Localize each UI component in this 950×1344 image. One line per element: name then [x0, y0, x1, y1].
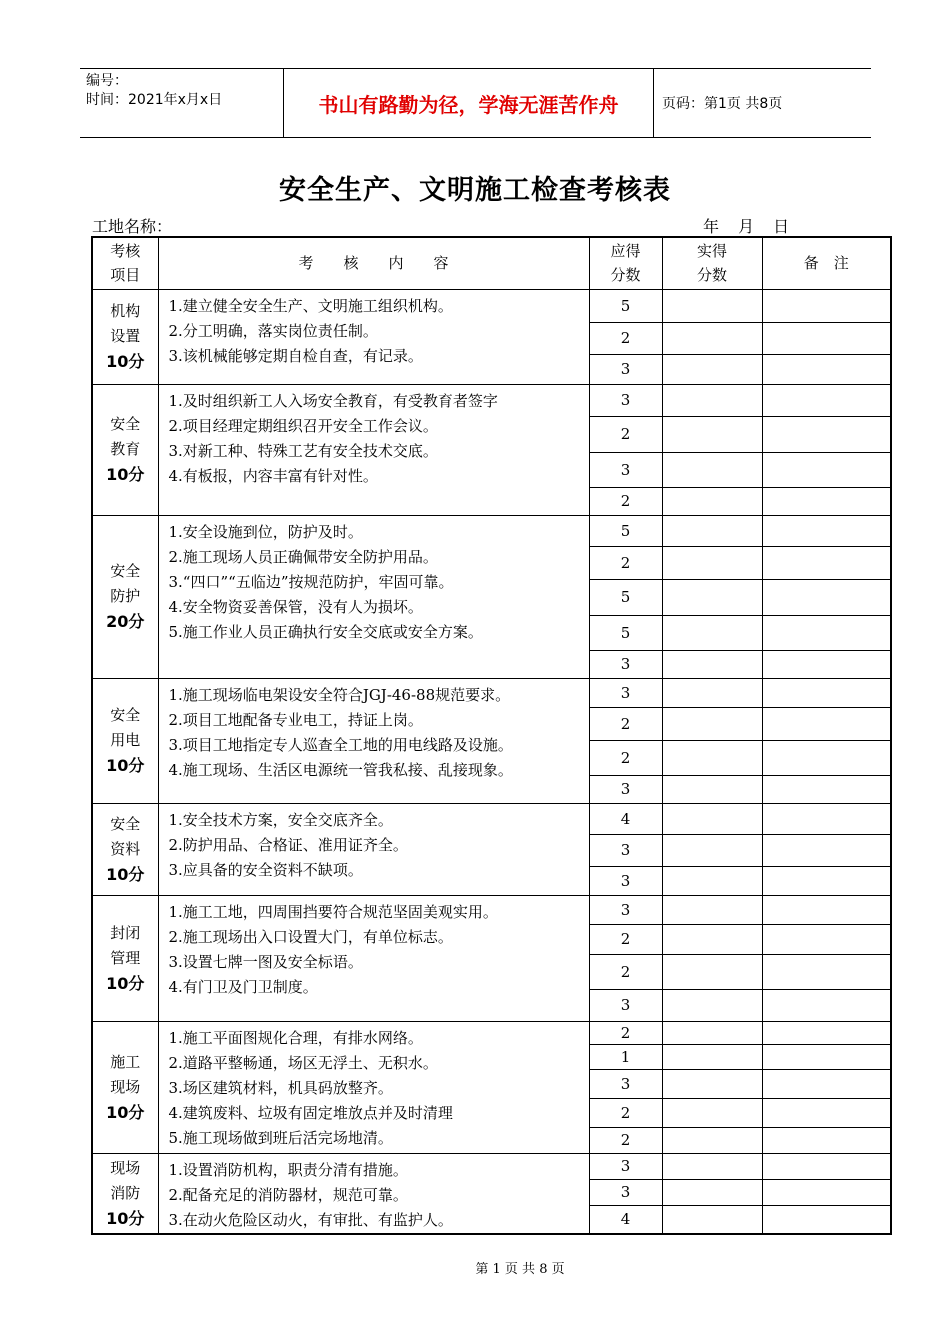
criteria-cell: [158, 678, 589, 803]
criteria-item: 1.建立健全安全生产、文明施工组织机构。: [168, 296, 453, 315]
col-header-item: [92, 237, 158, 289]
category-name-line1: 施工: [110, 1052, 141, 1071]
actual-score-cell[interactable]: [662, 678, 762, 707]
criteria-item: 1.及时组织新工人入场安全教育，有受教育者签字: [168, 391, 498, 410]
remark-cell[interactable]: [762, 515, 891, 546]
due-score-cell: 5: [589, 615, 662, 650]
criteria-item: 2.分工明确，落实岗位责任制。: [168, 321, 378, 340]
remark-cell[interactable]: [762, 1179, 891, 1205]
col-header-due-score: [589, 237, 662, 289]
actual-score-cell[interactable]: [662, 1179, 762, 1205]
due-score-cell: 5: [589, 289, 662, 322]
remark-cell[interactable]: [762, 289, 891, 322]
category-cell: [92, 1153, 158, 1234]
actual-score-cell[interactable]: [662, 954, 762, 989]
criteria-item: 3.该机械能够定期自检自查，有记录。: [168, 346, 423, 365]
table-row: [92, 1021, 891, 1044]
due-score-cell: 2: [589, 487, 662, 515]
category-cell: [92, 895, 158, 1021]
col-header-due-line1: 应得: [610, 242, 641, 261]
category-name-line1: 安全: [110, 562, 141, 580]
actual-score-cell[interactable]: [662, 487, 762, 515]
criteria-item: 1.施工工地，四周围挡要符合规范坚固美观实用。: [168, 902, 498, 921]
criteria-cell: [158, 515, 589, 678]
remark-cell[interactable]: [762, 650, 891, 678]
document-title: 安全生产、文明施工检查考核表: [279, 175, 671, 206]
col-header-actual-score: [662, 237, 762, 289]
remark-cell[interactable]: [762, 834, 891, 866]
due-score-cell: 3: [589, 1179, 662, 1205]
due-score-cell: 4: [589, 1205, 662, 1233]
actual-score-cell[interactable]: [662, 289, 762, 322]
category-name-line1: 安全: [110, 814, 141, 833]
criteria-item: 1.安全技术方案，安全交底齐全。: [168, 810, 393, 829]
criteria-cell: [158, 1153, 589, 1234]
actual-score-cell[interactable]: [662, 1098, 762, 1127]
actual-score-cell[interactable]: [662, 1044, 762, 1069]
table-row: [92, 895, 891, 924]
actual-score-cell[interactable]: [662, 1069, 762, 1098]
table-row: [92, 803, 891, 834]
category-name-line1: 安全: [110, 706, 141, 724]
due-score-cell: 4: [589, 803, 662, 834]
criteria-item: 3.设置七牌一图及安全标语。: [168, 952, 363, 971]
actual-score-cell[interactable]: [662, 775, 762, 803]
category-name-line2: 管理: [110, 948, 141, 967]
actual-score-cell[interactable]: [662, 546, 762, 579]
actual-score-cell[interactable]: [662, 1021, 762, 1044]
due-score-cell: 2: [589, 924, 662, 954]
table-header-row: [92, 237, 891, 289]
table-row: [92, 1153, 891, 1179]
actual-score-cell[interactable]: [662, 416, 762, 452]
criteria-item: 2.项目经理定期组织召开安全工作会议。: [168, 416, 438, 435]
category-points: 10分: [106, 352, 145, 371]
table-row: [92, 515, 891, 546]
remark-cell[interactable]: [762, 1098, 891, 1127]
category-name-line1: 机构: [110, 302, 141, 320]
category-name-line2: 教育: [110, 440, 141, 458]
actual-score-cell[interactable]: [662, 515, 762, 546]
criteria-cell: [158, 384, 589, 515]
remark-cell[interactable]: [762, 487, 891, 515]
col-header-content: 考 核 内 容: [158, 237, 589, 289]
actual-score-cell[interactable]: [662, 895, 762, 924]
remark-cell[interactable]: [762, 707, 891, 740]
criteria-item: 3.项目工地指定专人巡查全工地的用电线路及设施。: [168, 735, 513, 754]
remark-cell[interactable]: [762, 1127, 891, 1153]
category-name-line1: 安全: [110, 415, 141, 433]
category-name-line1: 现场: [110, 1158, 141, 1177]
category-name-line1: 封闭: [110, 923, 141, 942]
due-score-cell: 3: [589, 452, 662, 487]
category-points: 10分: [106, 756, 145, 775]
criteria-item: 4.建筑废料、垃圾有固定堆放点并及时清理: [168, 1103, 453, 1122]
actual-score-cell[interactable]: [662, 707, 762, 740]
actual-score-cell[interactable]: [662, 354, 762, 384]
actual-score-cell[interactable]: [662, 989, 762, 1021]
table-row: [92, 289, 891, 322]
inspection-table: [91, 236, 892, 1235]
page-header: [80, 68, 871, 138]
due-score-cell: 2: [589, 954, 662, 989]
actual-score-cell[interactable]: [662, 322, 762, 354]
due-score-cell: 3: [589, 1153, 662, 1179]
actual-score-cell[interactable]: [662, 866, 762, 895]
header-slogan: 书山有路勤为径，学海无涯苦作舟: [283, 69, 654, 137]
remark-cell[interactable]: [762, 1069, 891, 1098]
due-score-cell: 3: [589, 866, 662, 895]
remark-cell[interactable]: [762, 775, 891, 803]
remark-cell[interactable]: [762, 384, 891, 416]
category-name-line2: 防护: [110, 587, 141, 605]
actual-score-cell[interactable]: [662, 452, 762, 487]
actual-score-cell[interactable]: [662, 740, 762, 775]
criteria-item: 3.在动火危险区动火，有审批、有监护人。: [168, 1210, 453, 1229]
remark-cell[interactable]: [762, 740, 891, 775]
criteria-item: 5.施工现场做到班后活完场地清。: [168, 1128, 393, 1147]
category-name-line2: 用电: [110, 731, 141, 749]
due-score-cell: 2: [589, 1021, 662, 1044]
header-page-info: 页码：第1页 共8页: [662, 96, 783, 112]
category-cell: [92, 384, 158, 515]
criteria-item: 2.项目工地配备专业电工，持证上岗。: [168, 710, 423, 729]
due-score-cell: 2: [589, 416, 662, 452]
criteria-item: 4.有板报，内容丰富有针对性。: [168, 466, 378, 485]
remark-cell[interactable]: [762, 579, 891, 615]
category-name-line2: 消防: [110, 1183, 141, 1202]
criteria-item: 2.道路平整畅通，场区无浮土、无积水。: [168, 1053, 438, 1072]
actual-score-cell[interactable]: [662, 924, 762, 954]
due-score-cell: 3: [589, 1069, 662, 1098]
col-header-due-line2: 分数: [610, 266, 641, 285]
actual-score-cell[interactable]: [662, 1127, 762, 1153]
header-meta: [80, 69, 280, 137]
category-name-line2: 设置: [110, 327, 141, 345]
category-points: 10分: [106, 465, 145, 484]
actual-score-cell[interactable]: [662, 803, 762, 834]
criteria-cell: [158, 895, 589, 1021]
table-row: [92, 384, 891, 416]
remark-cell[interactable]: [762, 452, 891, 487]
due-score-cell: 5: [589, 515, 662, 546]
criteria-item: 1.安全设施到位，防护及时。: [168, 522, 363, 541]
remark-cell[interactable]: [762, 895, 891, 924]
remark-cell[interactable]: [762, 546, 891, 579]
criteria-item: 2.施工现场人员正确佩带安全防护用品。: [168, 547, 438, 566]
category-points: 10分: [106, 864, 145, 884]
due-score-cell: 3: [589, 895, 662, 924]
category-points: 10分: [106, 1102, 145, 1122]
criteria-item: 2.施工现场出入口设置大门，有单位标志。: [168, 927, 453, 946]
category-cell: [92, 1021, 158, 1153]
remark-cell[interactable]: [762, 989, 891, 1021]
criteria-item: 4.有门卫及门卫制度。: [168, 977, 318, 996]
due-score-cell: 3: [589, 354, 662, 384]
category-points: 10分: [106, 973, 145, 993]
due-score-cell: 3: [589, 989, 662, 1021]
due-score-cell: 2: [589, 707, 662, 740]
criteria-item: 5.施工作业人员正确执行安全交底或安全方案。: [168, 622, 483, 641]
remark-cell[interactable]: [762, 322, 891, 354]
col-header-item-line1: 考核: [110, 242, 141, 261]
remark-cell[interactable]: [762, 866, 891, 895]
category-name-line2: 资料: [110, 839, 141, 858]
remark-cell[interactable]: [762, 354, 891, 384]
category-cell: [92, 515, 158, 678]
col-header-remark: 备 注: [762, 237, 891, 289]
due-score-cell: 2: [589, 1127, 662, 1153]
page-footer: 第 1 页 共 8 页: [475, 1262, 565, 1277]
remark-cell[interactable]: [762, 954, 891, 989]
criteria-item: 3.场区建筑材料，机具码放整齐。: [168, 1078, 393, 1097]
actual-score-cell[interactable]: [662, 650, 762, 678]
criteria-cell: [158, 803, 589, 895]
remark-cell[interactable]: [762, 924, 891, 954]
category-name-line2: 现场: [110, 1077, 141, 1096]
due-score-cell: 3: [589, 834, 662, 866]
criteria-item: 3.“四口”“五临边”按规范防护，牢固可靠。: [168, 572, 454, 591]
time-label: 时间：2021年x月x日: [86, 92, 223, 108]
date-label: 年 月 日: [703, 217, 790, 236]
site-name-label: 工地名称：: [92, 217, 173, 236]
criteria-cell: [158, 1021, 589, 1153]
category-cell: [92, 803, 158, 895]
due-score-cell: 3: [589, 650, 662, 678]
due-score-cell: 2: [589, 740, 662, 775]
due-score-cell: 2: [589, 322, 662, 354]
due-score-cell: 3: [589, 678, 662, 707]
remark-cell[interactable]: [762, 1153, 891, 1179]
remark-cell[interactable]: [762, 416, 891, 452]
category-cell: [92, 289, 158, 384]
actual-score-cell[interactable]: [662, 384, 762, 416]
actual-score-cell[interactable]: [662, 1205, 762, 1233]
actual-score-cell[interactable]: [662, 834, 762, 866]
actual-score-cell[interactable]: [662, 615, 762, 650]
due-score-cell: 2: [589, 1098, 662, 1127]
col-header-item-line2: 项目: [110, 266, 141, 285]
remark-cell[interactable]: [762, 615, 891, 650]
remark-cell[interactable]: [762, 1044, 891, 1069]
remark-cell[interactable]: [762, 1021, 891, 1044]
actual-score-cell[interactable]: [662, 1153, 762, 1179]
criteria-item: 2.防护用品、合格证、准用证齐全。: [168, 835, 408, 854]
due-score-cell: 5: [589, 579, 662, 615]
criteria-item: 4.施工现场、生活区电源统一管我私接、乱接现象。: [168, 760, 513, 779]
remark-cell[interactable]: [762, 678, 891, 707]
category-points: 10分: [106, 1208, 145, 1228]
col-header-actual-line1: 实得: [696, 242, 727, 261]
criteria-cell: [158, 289, 589, 384]
col-header-actual-line2: 分数: [696, 266, 727, 285]
category-points: 20分: [106, 612, 145, 631]
due-score-cell: 1: [589, 1044, 662, 1069]
criteria-item: 3.对新工种、特殊工艺有安全技术交底。: [168, 441, 438, 460]
criteria-item: 1.施工平面图规化合理，有排水网络。: [168, 1028, 423, 1047]
table-row: [92, 678, 891, 707]
criteria-item: 4.安全物资妥善保管，没有人为损坏。: [168, 597, 423, 616]
criteria-item: 1.施工现场临电架设安全符合JGJ-46-88规范要求。: [168, 685, 511, 704]
due-score-cell: 3: [589, 384, 662, 416]
category-cell: [92, 678, 158, 803]
criteria-item: 3.应具备的安全资料不缺项。: [168, 860, 363, 879]
remark-cell[interactable]: [762, 803, 891, 834]
criteria-item: 1.设置消防机构，职责分清有措施。: [168, 1160, 408, 1179]
criteria-item: 2.配备充足的消防器材，规范可靠。: [168, 1185, 408, 1204]
due-score-cell: 3: [589, 775, 662, 803]
due-score-cell: 2: [589, 546, 662, 579]
remark-cell[interactable]: [762, 1205, 891, 1233]
actual-score-cell[interactable]: [662, 579, 762, 615]
number-label: 编号：: [86, 73, 128, 89]
